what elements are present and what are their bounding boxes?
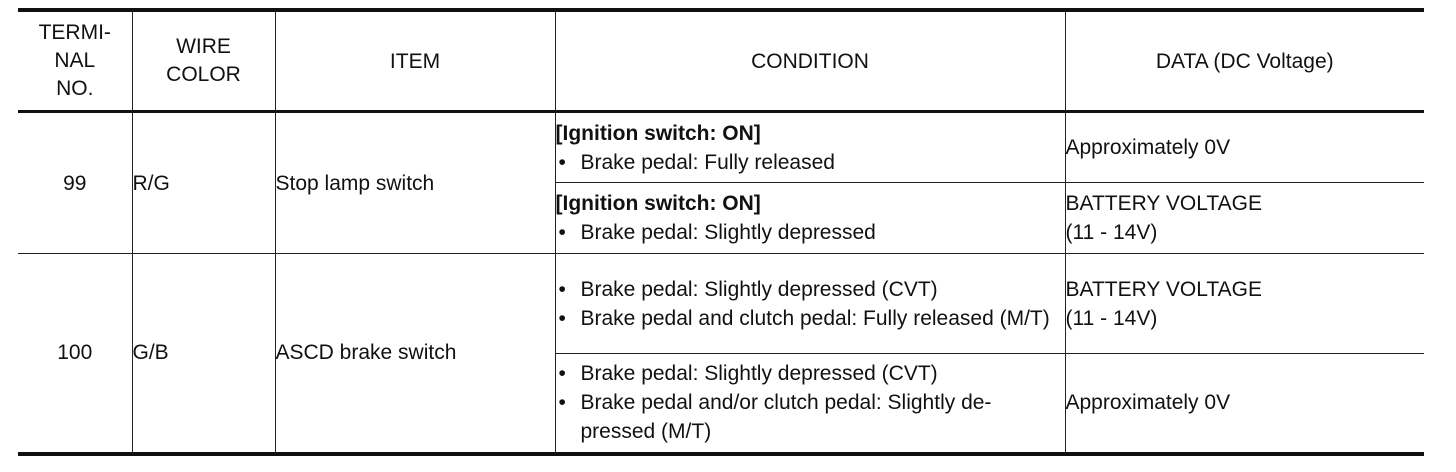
header-item: ITEM: [275, 10, 555, 112]
header-condition: CONDITION: [555, 10, 1065, 112]
header-wire-line1: WIRE: [176, 35, 231, 58]
data-line2: (11 - 14V): [1065, 221, 1158, 244]
wire-color-cell: R/G: [132, 112, 275, 254]
condition-bullets: [556, 275, 1065, 333]
condition-bullets: [556, 218, 1065, 247]
header-data: DATA (DC Voltage): [1065, 10, 1424, 112]
terminal-no-cell: 99: [18, 112, 132, 254]
header-row: [18, 10, 1424, 112]
header-terminal-line2: NAL: [54, 49, 96, 72]
condition-heading: [Ignition switch: ON]: [555, 192, 761, 215]
condition-cell: [555, 112, 1065, 183]
header-terminal-no: [18, 10, 132, 112]
data-line2: (11 - 14V): [1065, 306, 1158, 330]
condition-bullet: • Brake pedal and/or clutch pedal: Slightly de- pressed (M/T): [556, 388, 1065, 446]
header-terminal-line3: NO.: [56, 77, 94, 100]
wire-color-cell: G/B: [132, 254, 275, 454]
table-row: [18, 112, 1424, 183]
data-line1: BATTERY VOLTAGE: [1065, 277, 1262, 301]
condition-bullet: • Brake pedal: Slightly depressed: [556, 218, 1065, 247]
condition-cell: [555, 183, 1065, 254]
data-cell: Approximately 0V: [1065, 112, 1424, 183]
condition-cell: [555, 254, 1065, 354]
data-cell: Approximately 0V: [1065, 354, 1424, 454]
condition-bullet: • Brake pedal: Slightly depressed (CVT): [556, 359, 1065, 388]
header-wire-color: [132, 10, 275, 112]
terminal-no-cell: 100: [18, 254, 132, 454]
header-terminal-line1: TERMI-: [38, 21, 111, 44]
data-line1: BATTERY VOLTAGE: [1065, 192, 1262, 215]
data-cell: [1065, 183, 1424, 254]
table-row: [18, 254, 1424, 354]
terminal-spec-table: [18, 8, 1424, 456]
data-cell: [1065, 254, 1424, 354]
condition-heading: [Ignition switch: ON]: [555, 121, 761, 145]
condition-bullet: • Brake pedal: Slightly depressed (CVT): [556, 275, 1065, 304]
condition-bullet: • Brake pedal: Fully released: [556, 148, 1065, 177]
condition-bullets: [556, 359, 1065, 446]
item-cell: ASCD brake switch: [275, 254, 555, 454]
condition-bullets: [556, 148, 1065, 177]
condition-cell: [555, 354, 1065, 454]
condition-bullet: • Brake pedal and clutch pedal: Fully released (M/T): [556, 304, 1065, 333]
item-cell: Stop lamp switch: [275, 112, 555, 254]
header-wire-line2: COLOR: [166, 63, 241, 86]
